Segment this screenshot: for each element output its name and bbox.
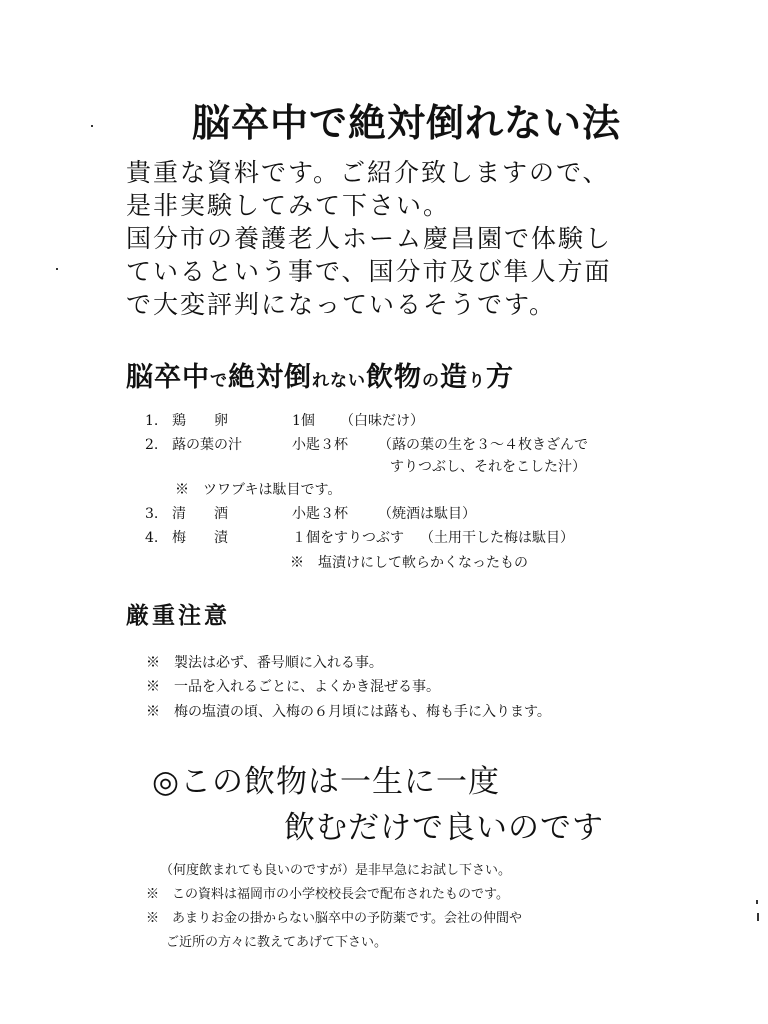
- scan-speck: [91, 125, 93, 127]
- footer-line: ※ この資料は福岡市の小学校校長会で配布されたものです。: [146, 887, 509, 902]
- ingredient-caution: ※ 塩漬けにして軟らかくなったもの: [290, 555, 528, 571]
- emphasis-line: ◎この飲物は一生に一度: [152, 764, 501, 800]
- recipe-heading-part: れない: [312, 371, 366, 391]
- recipe-heading-part: 絶対倒: [228, 362, 312, 393]
- footer-line: （何度飲まれても良いのですが）是非早急にお試し下さい。: [160, 863, 512, 878]
- intro-line: 国分市の養護老人ホーム慶昌園で体験し: [126, 224, 613, 253]
- footer-line: ※ あまりお金の掛からない脳卒中の予防薬です。会社の仲間や: [146, 911, 522, 926]
- ingredient-note: （土用干した梅は駄目）: [420, 530, 574, 546]
- ingredient-name: 梅 漬: [172, 530, 228, 546]
- ingredient-number: 1.: [145, 413, 159, 429]
- intro-line: 貴重な資料です。ご紹介致しますので、: [126, 158, 610, 187]
- intro-line: で大変評判になっているそうです。: [126, 290, 557, 319]
- scan-speck: [756, 900, 758, 904]
- ingredient-number: 2.: [145, 437, 159, 453]
- warning-item: ※ 一品を入れるごとに、よくかき混ぜる事。: [146, 679, 440, 695]
- ingredient-quantity: １個をすりつぶす: [292, 530, 404, 546]
- warning-item: ※ 梅の塩漬の頃、入梅の６月頃には蕗も、梅も手に入ります。: [146, 704, 551, 720]
- ingredient-note: （白味だけ）: [340, 413, 424, 429]
- warning-heading: 厳重注意: [126, 602, 230, 629]
- footer-line: ご近所の方々に教えてあげて下さい。: [166, 935, 388, 950]
- ingredient-quantity: 小匙３杯: [292, 437, 348, 453]
- ingredient-name: 蕗の葉の汁: [172, 437, 242, 453]
- recipe-heading-part: 飲物: [366, 362, 422, 393]
- recipe-heading-part: で: [210, 371, 228, 391]
- ingredient-name: 鶏 卵: [172, 413, 228, 429]
- recipe-heading-part: 造: [440, 362, 468, 393]
- recipe-heading-part: 方: [486, 362, 514, 393]
- document-title: 脳卒中で絶対倒れない法: [192, 100, 622, 145]
- ingredient-note: （焼酒は駄目）: [378, 506, 476, 522]
- recipe-heading-part: の: [422, 371, 440, 391]
- recipe-heading-part: 脳卒中: [126, 362, 210, 393]
- ingredient-quantity: 小匙３杯: [292, 506, 348, 522]
- scan-speck: [757, 913, 759, 921]
- emphasis-line: 飲むだけで良いのです: [284, 810, 604, 846]
- ingredient-note: （蕗の葉の生を３～４枚きざんで: [378, 437, 588, 453]
- intro-line: ているという事で、国分市及び隼人方面: [126, 257, 612, 286]
- warning-item: ※ 製法は必ず、番号順に入れる事。: [146, 655, 383, 671]
- ingredient-name: 清 酒: [172, 506, 228, 522]
- recipe-heading-part: り: [468, 371, 486, 391]
- ingredient-number: 4.: [145, 530, 159, 546]
- intro-line: 是非実験してみて下さい。: [126, 191, 451, 220]
- ingredient-number: 3.: [145, 506, 159, 522]
- ingredient-caution: ※ ツワブキは駄目です。: [175, 482, 342, 498]
- ingredient-note-continued: すりつぶし、それをこした汁）: [390, 459, 586, 475]
- scan-speck: [56, 268, 58, 270]
- ingredient-quantity: 1個: [292, 413, 315, 429]
